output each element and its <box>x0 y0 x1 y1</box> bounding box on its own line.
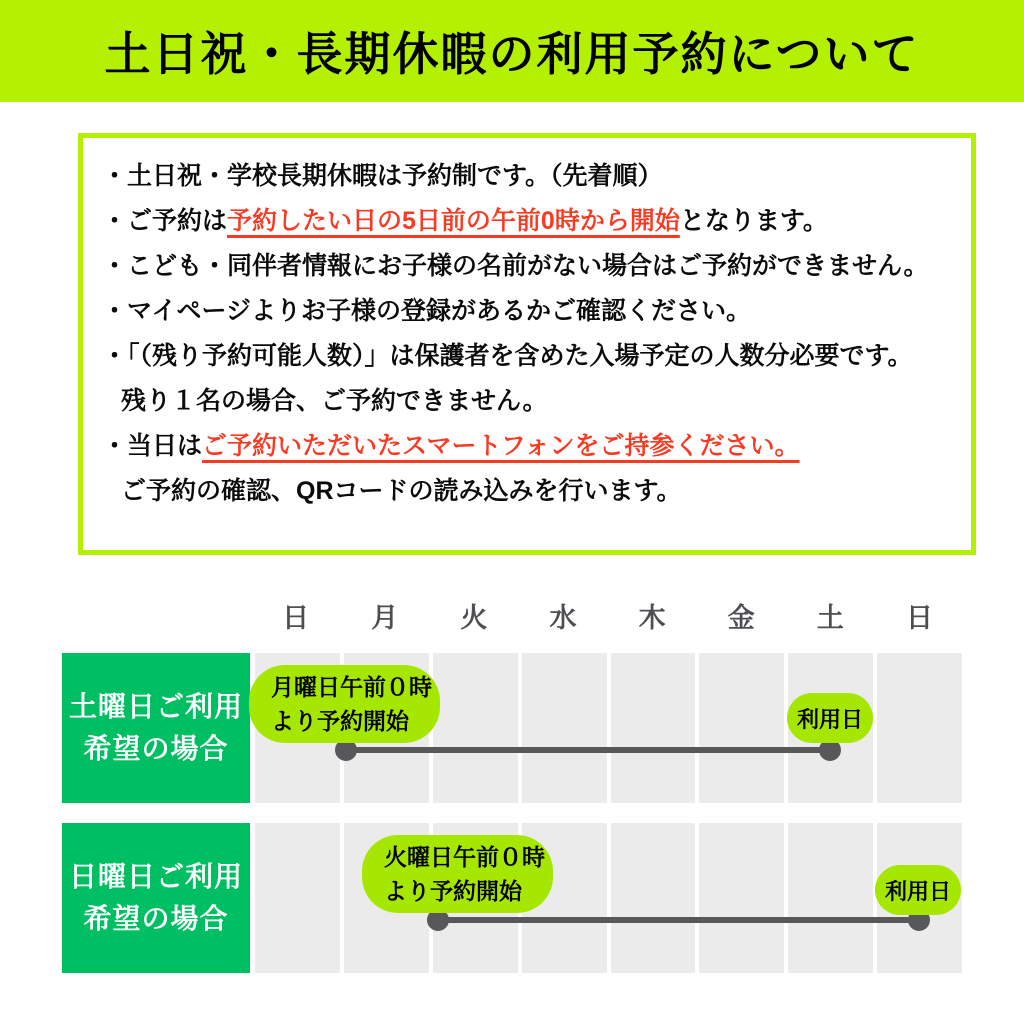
pill-text: より予約開始 <box>384 878 522 904</box>
row-label-text: 土曜日ご利用 <box>68 691 243 722</box>
day-header: 火 <box>460 602 488 633</box>
timeline-row-saturday-usage <box>62 653 962 803</box>
usage-day-pill: 利用日 <box>875 865 961 915</box>
day-header: 土 <box>816 602 844 633</box>
day-header: 日 <box>905 602 933 633</box>
title-banner <box>0 0 1024 102</box>
timeline-row-sunday-usage <box>62 823 962 973</box>
day-cell <box>433 653 518 803</box>
notice-item <box>102 154 957 199</box>
day-cell <box>611 823 696 973</box>
day-cell <box>699 823 784 973</box>
notice-text: ・「（残り予約可能人数）」は保護者を含めた入場予定の人数分必要です。 <box>102 342 913 370</box>
row-label-text: 希望の場合 <box>83 903 229 934</box>
row-label <box>62 823 250 973</box>
day-cell <box>611 653 696 803</box>
day-header: 金 <box>727 602 755 633</box>
notice-item <box>102 424 957 469</box>
reservation-start-pill <box>249 665 440 743</box>
notice-text-highlight: 予約したい日の5日前の午前0時から開始 <box>227 207 680 235</box>
notice-text: ・当日は <box>102 432 203 460</box>
pill-text: より予約開始 <box>271 708 409 734</box>
notice-text: ・マイページよりお子様の登録があるかご確認ください。 <box>102 297 752 325</box>
notice-item-continuation <box>102 379 957 424</box>
usage-day-pill: 利用日 <box>787 693 873 743</box>
notice-text: ・ご予約は <box>102 207 228 235</box>
day-header: 木 <box>638 602 666 633</box>
notice-item <box>102 334 957 379</box>
notice-box <box>78 133 976 555</box>
notice-text: ご予約の確認、QRコードの読み込みを行います。 <box>121 477 682 505</box>
notice-text-highlight: ご予約いただいたスマートフォンをご持参ください。 <box>202 432 800 460</box>
week-grid <box>255 823 962 973</box>
row-label <box>62 653 250 803</box>
notice-text: となります。 <box>679 207 828 235</box>
notice-item <box>102 289 957 334</box>
notice-text: ・土日祝・学校長期休暇は予約制です。（先着順） <box>102 162 663 190</box>
row-label-text: 日曜日ご利用 <box>68 861 243 892</box>
page-title: 土日祝・長期休暇の利用予約について <box>104 28 920 80</box>
notice-list <box>102 154 957 514</box>
timeline-line <box>346 747 830 753</box>
notice-text: ・こども・同伴者情報にお子様の名前がない場合はご予約ができません。 <box>102 252 929 280</box>
pill-text: 火曜日午前０時 <box>384 844 545 870</box>
day-header: 日 <box>282 602 310 633</box>
timeline-line <box>438 917 919 923</box>
reservation-start-pill <box>362 835 553 913</box>
day-cell <box>255 823 340 973</box>
notice-item-continuation <box>102 469 957 514</box>
row-label-text: 希望の場合 <box>83 733 229 764</box>
day-header-row <box>253 592 962 638</box>
notice-item <box>102 244 957 289</box>
day-cell <box>877 653 962 803</box>
day-cell <box>699 653 784 803</box>
notice-text: 残り１名の場合、ご予約できません。 <box>121 387 548 415</box>
notice-item <box>102 199 957 244</box>
day-header: 月 <box>371 602 399 633</box>
day-cell <box>788 823 873 973</box>
day-header: 水 <box>549 602 577 633</box>
day-cell <box>522 653 607 803</box>
pill-text: 月曜日午前０時 <box>271 674 432 700</box>
